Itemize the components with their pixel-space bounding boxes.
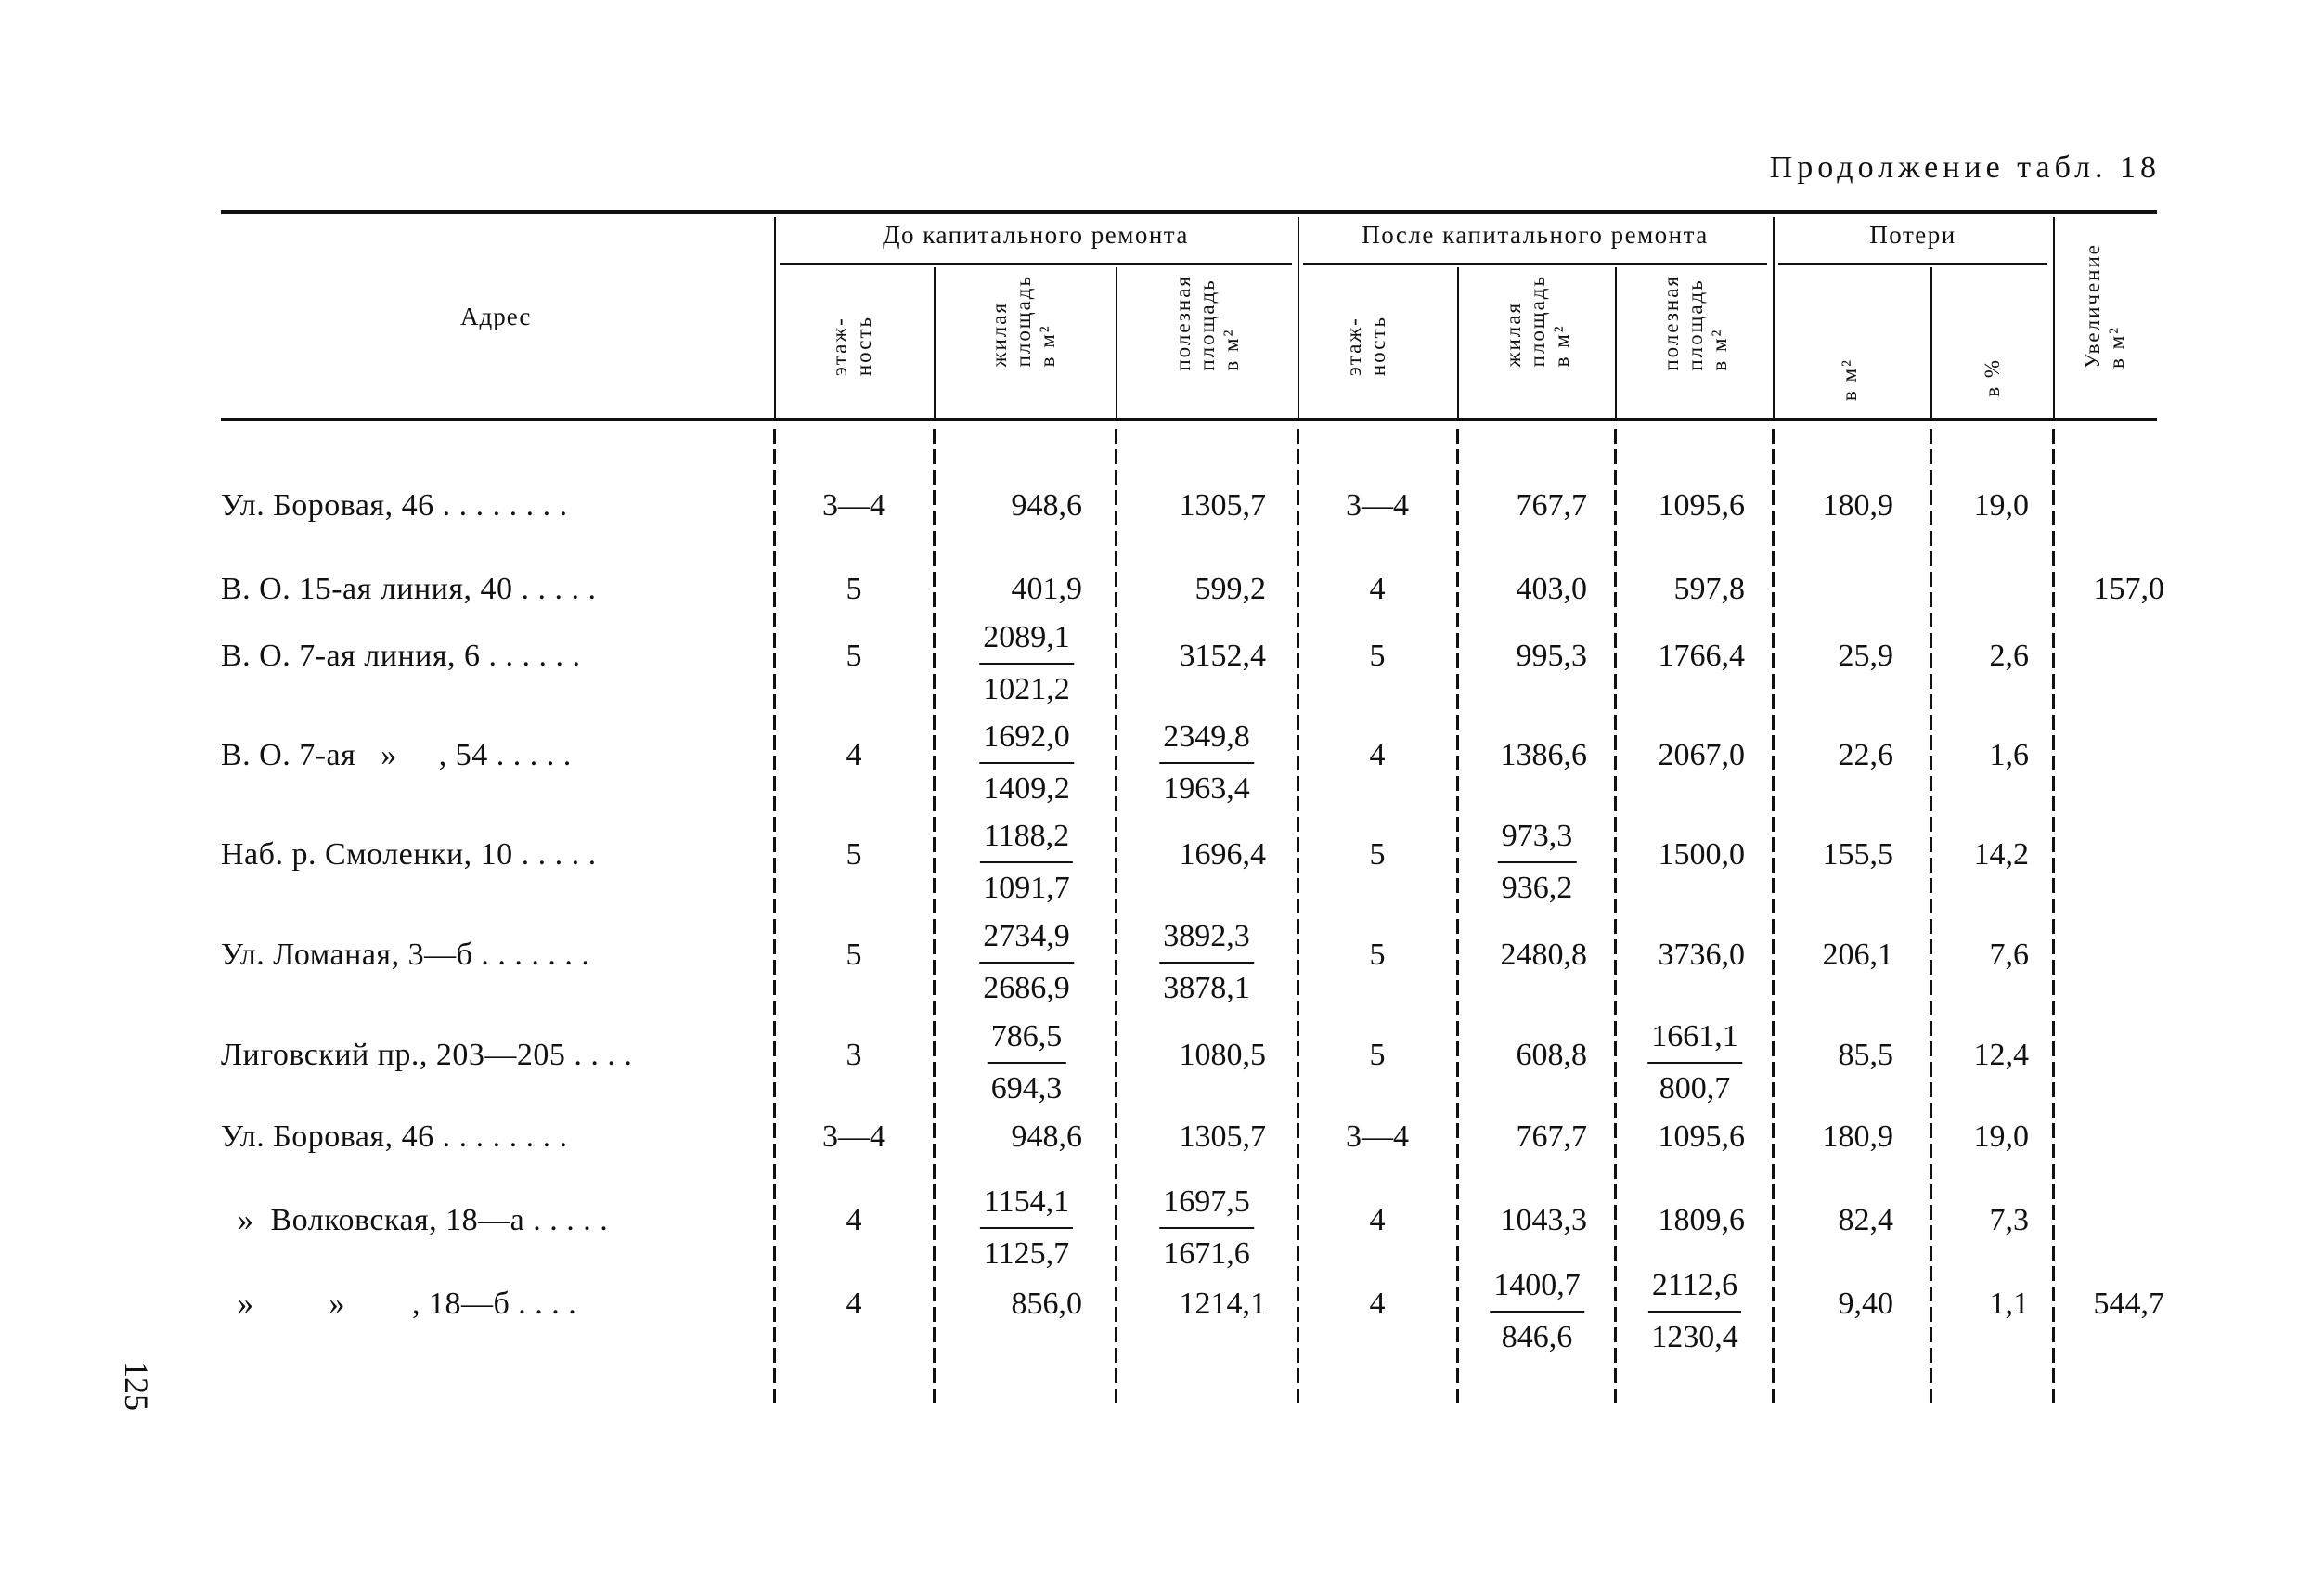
fraction-cell-useful-after — [1647, 1015, 1742, 1110]
fraction-numerator: 786,5 — [988, 1015, 1066, 1064]
row-address: Ул. Ломаная, 3—б . . . . . . . — [221, 938, 590, 972]
group-header-losses: Потери — [1869, 221, 1956, 249]
cell-loss-pct: 1,1 — [1989, 1287, 2029, 1321]
cell-useful-after: 3736,0 — [1658, 938, 1745, 972]
body-col-divider — [1297, 429, 1299, 1403]
cell-loss-m2: 155,5 — [1822, 837, 1893, 872]
row-address: Ул. Боровая, 46 . . . . . . . . — [221, 488, 568, 523]
cell-loss-pct: 7,3 — [1989, 1203, 2029, 1237]
fraction-cell-living-before — [988, 1015, 1066, 1110]
body-col-divider — [933, 429, 936, 1403]
fraction-denominator: 1021,2 — [983, 672, 1070, 706]
fraction-numerator: 2349,8 — [1159, 716, 1254, 764]
cell-floors-after: 3—4 — [1346, 1119, 1409, 1154]
cell-loss-pct: 14,2 — [1973, 837, 2029, 872]
table-top-rule — [221, 210, 2157, 214]
cell-floors-before: 3—4 — [822, 488, 885, 523]
fraction-numerator: 1188,2 — [980, 815, 1073, 863]
header-increase: Увеличение в м² — [2081, 243, 2128, 369]
cell-useful-before: 1214,1 — [1179, 1287, 1266, 1321]
cell-floors-after: 5 — [1369, 1038, 1386, 1072]
address-column-header: Адрес — [460, 303, 532, 330]
cell-floors-after: 4 — [1369, 738, 1386, 772]
cell-increase: 544,7 — [2093, 1287, 2164, 1321]
cell-floors-after: 5 — [1369, 639, 1386, 673]
fraction-numerator: 1154,1 — [980, 1181, 1073, 1229]
cell-living-after: 403,0 — [1516, 572, 1587, 606]
body-col-divider — [1772, 429, 1775, 1403]
cell-floors-before: 3 — [846, 1038, 862, 1072]
header-col-divider — [1298, 217, 1299, 418]
row-address: Лиговский пр., 203—205 . . . . — [221, 1038, 633, 1072]
header-col-divider — [934, 267, 936, 418]
cell-floors-after: 4 — [1369, 1287, 1386, 1321]
header-loss-m2: в м² — [1838, 358, 1861, 402]
fraction-numerator: 2734,9 — [979, 915, 1074, 964]
cell-living-after: 767,7 — [1516, 1119, 1587, 1154]
cell-living-before: 948,6 — [1011, 488, 1082, 523]
header-useful-before: полезная площадь в м² — [1171, 275, 1243, 371]
cell-floors-before: 5 — [846, 572, 862, 606]
header-col-divider — [2053, 217, 2055, 418]
cell-floors-before: 5 — [846, 837, 862, 872]
cell-floors-after: 5 — [1369, 938, 1386, 972]
cell-floors-after: 5 — [1369, 837, 1386, 872]
cell-floors-after: 4 — [1369, 572, 1386, 606]
cell-living-after: 767,7 — [1516, 488, 1587, 523]
cell-useful-after: 2067,0 — [1658, 738, 1745, 772]
fraction-numerator: 1400,7 — [1490, 1264, 1584, 1313]
fraction-denominator: 694,3 — [990, 1071, 1063, 1106]
cell-floors-before: 5 — [846, 639, 862, 673]
cell-useful-after: 1766,4 — [1658, 639, 1745, 673]
fraction-cell-useful-before — [1159, 1181, 1254, 1275]
header-col-divider — [1930, 267, 1932, 418]
cell-loss-pct: 19,0 — [1973, 1119, 2029, 1154]
fraction-numerator: 973,3 — [1498, 815, 1577, 863]
body-col-divider — [773, 429, 776, 1403]
cell-loss-pct: 19,0 — [1973, 488, 2029, 523]
fraction-numerator: 1692,0 — [979, 716, 1074, 764]
body-col-divider — [1930, 429, 1932, 1403]
cell-loss-m2: 25,9 — [1838, 639, 1893, 673]
fraction-denominator: 2686,9 — [983, 971, 1070, 1005]
row-address: » » , 18—б . . . . — [221, 1287, 577, 1321]
fraction-denominator: 800,7 — [1659, 1071, 1731, 1106]
cell-useful-before: 599,2 — [1194, 572, 1266, 606]
fraction-denominator: 1091,7 — [983, 871, 1070, 905]
cell-useful-after: 1500,0 — [1658, 837, 1745, 872]
header-loss-pct: в % — [1981, 358, 2004, 397]
fraction-cell-living-before — [979, 616, 1074, 711]
cell-living-after: 1386,6 — [1500, 738, 1587, 772]
header-floors-before: этаж- ность — [828, 316, 875, 377]
cell-floors-before: 4 — [846, 738, 862, 772]
group-underline-losses — [1778, 263, 2047, 265]
fraction-cell-useful-before — [1159, 915, 1254, 1010]
cell-living-after: 608,8 — [1516, 1038, 1587, 1072]
fraction-numerator: 1661,1 — [1647, 1015, 1742, 1064]
cell-increase: 157,0 — [2093, 572, 2164, 606]
cell-floors-after: 4 — [1369, 1203, 1386, 1237]
fraction-cell-useful-after — [1648, 1264, 1741, 1359]
cell-loss-m2: 9,40 — [1838, 1287, 1893, 1321]
cell-floors-before: 4 — [846, 1287, 862, 1321]
cell-useful-before: 1305,7 — [1179, 488, 1266, 523]
row-address: Ул. Боровая, 46 . . . . . . . . — [221, 1119, 568, 1154]
fraction-cell-living-before — [979, 915, 1074, 1010]
header-col-divider — [1457, 267, 1459, 418]
row-address: В. О. 7-ая линия, 6 . . . . . . — [221, 639, 581, 673]
row-address: В. О. 7-ая » , 54 . . . . . — [221, 738, 572, 772]
cell-living-after: 2480,8 — [1500, 938, 1587, 972]
cell-loss-m2: 85,5 — [1838, 1038, 1893, 1072]
fraction-cell-living-after — [1490, 1264, 1584, 1359]
cell-floors-before: 5 — [846, 938, 862, 972]
fraction-cell-living-before — [980, 815, 1073, 910]
fraction-cell-useful-before — [1159, 716, 1254, 810]
body-col-divider — [1456, 429, 1459, 1403]
body-col-divider — [2052, 429, 2055, 1403]
header-col-divider — [774, 217, 776, 418]
fraction-cell-living-before — [980, 1181, 1073, 1275]
fraction-numerator: 3892,3 — [1159, 915, 1254, 964]
group-header-before: До капитального ремонта — [883, 221, 1189, 249]
fraction-denominator: 1671,6 — [1163, 1236, 1250, 1271]
header-living-after: жилая площадь в м² — [1502, 275, 1573, 368]
fraction-denominator: 936,2 — [1501, 871, 1573, 905]
header-col-divider — [1615, 267, 1617, 418]
body-col-divider — [1614, 429, 1617, 1403]
cell-floors-before: 3—4 — [822, 1119, 885, 1154]
header-living-before: жилая площадь в м² — [988, 275, 1059, 368]
cell-loss-m2: 180,9 — [1822, 488, 1893, 523]
group-underline-before — [780, 263, 1292, 265]
body-col-divider — [1115, 429, 1117, 1403]
cell-living-before: 856,0 — [1011, 1287, 1082, 1321]
cell-loss-pct: 1,6 — [1989, 738, 2029, 772]
cell-living-after: 995,3 — [1516, 639, 1587, 673]
group-underline-after — [1303, 263, 1767, 265]
header-useful-after: полезная площадь в м² — [1659, 275, 1731, 371]
cell-loss-pct: 12,4 — [1973, 1038, 2029, 1072]
cell-useful-before: 3152,4 — [1179, 639, 1266, 673]
cell-useful-after: 1095,6 — [1658, 1119, 1745, 1154]
fraction-denominator: 1125,7 — [983, 1236, 1070, 1271]
cell-loss-m2: 22,6 — [1838, 738, 1893, 772]
fraction-cell-living-after — [1498, 815, 1577, 910]
fraction-numerator: 2112,6 — [1648, 1264, 1741, 1313]
cell-floors-after: 3—4 — [1346, 488, 1409, 523]
header-bottom-rule — [221, 418, 2157, 421]
cell-loss-pct: 2,6 — [1989, 639, 2029, 673]
fraction-denominator: 1230,4 — [1651, 1320, 1738, 1354]
cell-loss-m2: 82,4 — [1838, 1203, 1893, 1237]
fraction-denominator: 846,6 — [1501, 1320, 1573, 1354]
row-address: Наб. р. Смоленки, 10 . . . . . — [221, 837, 597, 872]
cell-loss-pct: 7,6 — [1989, 938, 2029, 972]
row-address: В. О. 15-ая линия, 40 . . . . . — [221, 572, 597, 606]
cell-useful-after: 597,8 — [1673, 572, 1745, 606]
header-floors-after: этаж- ность — [1342, 316, 1389, 377]
cell-useful-before: 1080,5 — [1179, 1038, 1266, 1072]
header-col-divider — [1116, 267, 1117, 418]
table-caption: Продолжение табл. 18 — [1769, 150, 2161, 185]
cell-loss-m2: 180,9 — [1822, 1119, 1893, 1154]
cell-living-before: 948,6 — [1011, 1119, 1082, 1154]
cell-useful-after: 1809,6 — [1658, 1203, 1745, 1237]
header-col-divider — [1773, 217, 1775, 418]
fraction-denominator: 3878,1 — [1163, 971, 1250, 1005]
fraction-denominator: 1963,4 — [1163, 771, 1250, 806]
cell-living-after: 1043,3 — [1500, 1203, 1587, 1237]
fraction-denominator: 1409,2 — [983, 771, 1070, 806]
fraction-numerator: 1697,5 — [1159, 1181, 1254, 1229]
cell-loss-m2: 206,1 — [1822, 938, 1893, 972]
group-header-after: После капитального ремонта — [1362, 221, 1709, 249]
cell-useful-before: 1696,4 — [1179, 837, 1266, 872]
cell-useful-after: 1095,6 — [1658, 488, 1745, 523]
fraction-numerator: 2089,1 — [979, 616, 1074, 665]
cell-floors-before: 4 — [846, 1203, 862, 1237]
cell-living-before: 401,9 — [1011, 572, 1082, 606]
fraction-cell-living-before — [979, 716, 1074, 810]
page-number: 125 — [118, 1361, 155, 1411]
row-address: » Волковская, 18—а . . . . . — [221, 1203, 609, 1237]
cell-useful-before: 1305,7 — [1179, 1119, 1266, 1154]
